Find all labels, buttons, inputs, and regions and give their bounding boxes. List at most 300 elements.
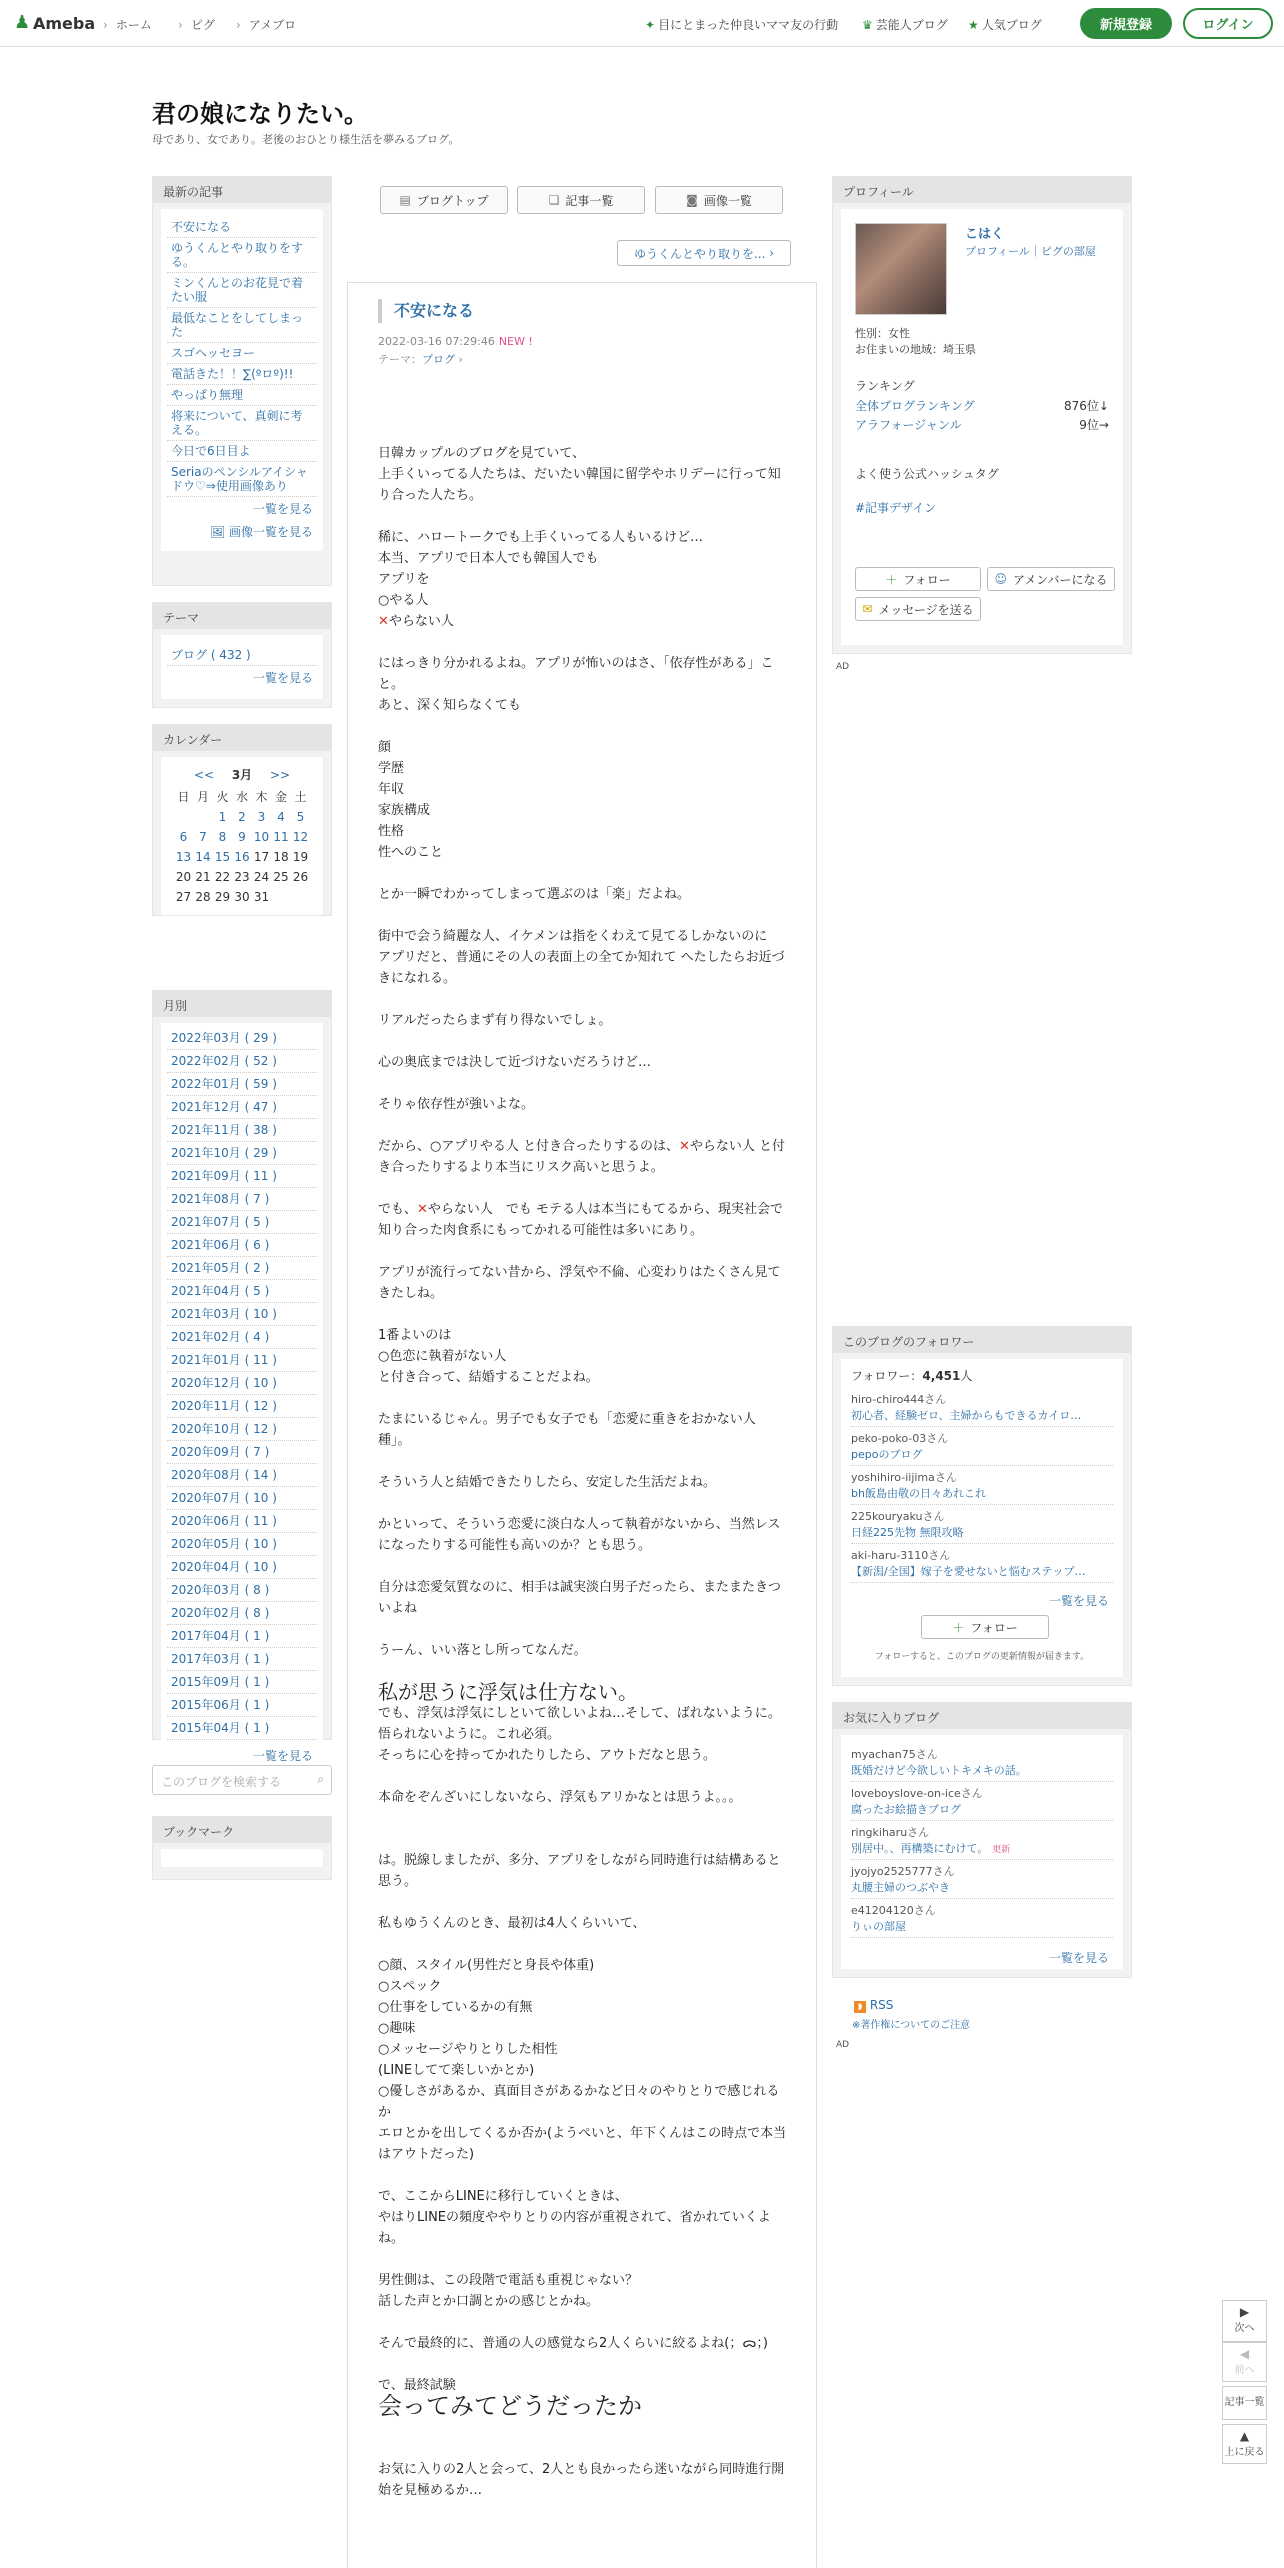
month-archive-link[interactable]: 2020年11月 ( 12 ) xyxy=(167,1395,317,1418)
calendar-day: 31 xyxy=(253,890,270,904)
month-archive-link[interactable]: 2021年07月 ( 5 ) xyxy=(167,1211,317,1234)
cross-mark-icon: ✕ xyxy=(417,1202,428,1217)
blank-line xyxy=(378,2249,788,2270)
rss-icon: ◗ xyxy=(854,2001,866,2013)
calendar-day: 28 xyxy=(195,890,211,904)
article-line: 自分は恋愛気質なのに、相手は誠実淡白男子だったら、またまたきついよね xyxy=(378,1580,782,1616)
favorite-blog-link[interactable]: 別居中。、再構築にむけて。 xyxy=(851,1842,989,1855)
favorite-user[interactable]: loveboyslove-on-iceさん xyxy=(851,1787,983,1800)
ameba-logo[interactable] xyxy=(14,12,95,34)
article-line: お気に入りの2人と会って、2人とも良かったら迷いながら同時進行開始を見極めるか… xyxy=(378,2462,785,2498)
ranking-heading: ランキング xyxy=(855,379,915,393)
article-line: ○優しさがあるか、真面目さがあるかなど日々のやりとりで感じれるか xyxy=(378,2084,780,2120)
article-line: アプリが流行ってない昔から、浮気や不倫、心変わりはたくさん見てきたしね。 xyxy=(378,1265,781,1301)
nav-home[interactable] xyxy=(103,16,152,33)
article-line: 心の奥底までは決して近づけないだろうけど… xyxy=(378,1055,652,1070)
article-line: でも、✕やらない人 でも モテる人は本当にもてるから、現実社会で知り合った肉食系にもってかれる可能性は多いにあり。 xyxy=(378,1202,784,1238)
blank-line xyxy=(378,1766,788,1787)
article-line: 本当、アプリで日本人でも韓国人でも xyxy=(378,551,599,566)
amember-label: アメンバーになる xyxy=(1013,572,1108,587)
month-archive-link[interactable]: 2020年10月 ( 12 ) xyxy=(167,1418,317,1441)
calendar-grid xyxy=(161,807,323,907)
follower-blog-link[interactable]: 【新潟/全国】嫁子を愛せないと悩むステップ… xyxy=(851,1565,1086,1578)
triangle-left-icon: ◀ xyxy=(1239,2347,1250,2361)
favorite-user[interactable]: e41204120さん xyxy=(851,1904,936,1917)
triangle-right-icon: ▶ xyxy=(1239,2305,1250,2319)
month-archive-link[interactable]: 2020年05月 ( 10 ) xyxy=(167,1533,317,1556)
calendar-day[interactable]: 15 xyxy=(214,850,231,864)
sidenav-label: 前へ xyxy=(1234,2365,1255,2376)
search-placeholder: このブログを検索する xyxy=(161,1775,282,1789)
follower-item xyxy=(851,1427,1113,1466)
weekday-label: 月 xyxy=(196,790,209,804)
chevron-right-icon: › xyxy=(765,246,775,260)
article-line: 話した声とか口調とかの感じとかね。 xyxy=(378,2294,600,2309)
rank-overall-link[interactable]: 全体ブログランキング xyxy=(855,399,975,413)
follower-blog-link[interactable]: pepoのブログ xyxy=(851,1448,923,1461)
article-line: は。脱線しましたが、多分、アプリをしながら同時進行は結構あると思う。 xyxy=(378,1853,781,1889)
month-archive-link[interactable]: 2021年06月 ( 6 ) xyxy=(167,1234,317,1257)
theme-heading: テーマ xyxy=(153,603,331,629)
article-line: にはっきり分かれるよね。アプリが怖いのはさ、「依存性がある」こと。 xyxy=(378,656,774,692)
article xyxy=(347,282,817,2568)
calendar-day: 20 xyxy=(175,870,192,884)
month-archive-link[interactable]: 2021年08月 ( 7 ) xyxy=(167,1188,317,1211)
sparkle-icon: ✦ xyxy=(645,18,656,32)
follow-label: フォロー xyxy=(970,1620,1018,1635)
next-post-label: ゆうくんとやり取りを... xyxy=(633,246,766,261)
nav-featured[interactable] xyxy=(645,16,838,33)
follower-count-label: フォロワー： xyxy=(851,1369,923,1383)
calendar-month: 3月 xyxy=(231,768,253,782)
favorite-list xyxy=(851,1743,1113,1938)
article-theme-link[interactable]: ブログ xyxy=(422,353,455,366)
weekday-label: 金 xyxy=(274,790,287,804)
cross-mark-icon: ✕ xyxy=(678,1139,690,1154)
calendar-prev[interactable]: << xyxy=(193,768,215,782)
image-list-label: 画像一覧を見る xyxy=(228,525,313,539)
blog-icon: ▤ xyxy=(399,193,411,207)
favorite-item xyxy=(851,1782,1113,1821)
month-archive-link[interactable]: 2017年04月 ( 1 ) xyxy=(167,1625,317,1648)
login-button[interactable]: ログイン xyxy=(1183,8,1273,39)
favorite-blog-link[interactable]: りぃの部屋 xyxy=(851,1920,906,1933)
theme-box xyxy=(152,602,332,708)
month-archive-link[interactable]: 2021年10月 ( 29 ) xyxy=(167,1142,317,1165)
nav-celebrity-blog[interactable] xyxy=(862,16,948,33)
calendar-day: 27 xyxy=(175,890,192,904)
calendar-day[interactable]: 12 xyxy=(292,830,309,844)
new-badge: NEW ! xyxy=(498,335,533,348)
nav-ameblo[interactable] xyxy=(236,16,296,33)
rank-overall-value: 876位↓ xyxy=(1064,399,1109,413)
calendar-next[interactable]: >> xyxy=(269,768,291,782)
article-line: エロとかを出してくるか否か(ようぺいと、年下くんはこの時点で本当はアウトだった) xyxy=(378,2126,787,2162)
favorite-item xyxy=(851,1860,1113,1899)
article-line: ○色恋に執着がない人 xyxy=(378,1349,507,1364)
article-line: ○メッセージやりとりした相性 xyxy=(378,2042,558,2057)
month-archive-link[interactable]: 2020年07月 ( 10 ) xyxy=(167,1487,317,1510)
favorite-item xyxy=(851,1899,1113,1938)
article-line: そっちに心を持ってかれたりしたら、アウトだなと思う。 xyxy=(378,1748,717,1763)
copyright-note-link[interactable]: ※著作権についてのご注意 xyxy=(852,2020,971,2031)
calendar-day: 21 xyxy=(195,870,211,884)
tab-label: ブログトップ xyxy=(416,193,489,208)
month-archive-link[interactable]: 2020年04月 ( 10 ) xyxy=(167,1556,317,1579)
sidenav-next[interactable] xyxy=(1222,2300,1267,2342)
favorite-user[interactable]: jyojyo2525777さん xyxy=(851,1865,955,1878)
blank-line xyxy=(378,1304,788,1325)
month-archive-link[interactable]: 2022年01月 ( 59 ) xyxy=(167,1073,317,1096)
date-text: 2022-03-16 07:29:46 xyxy=(378,335,495,348)
recent-more-link[interactable]: 一覧を見る xyxy=(252,502,313,516)
theme-more-link[interactable]: 一覧を見る xyxy=(252,671,313,685)
month-more-link[interactable]: 一覧を見る xyxy=(252,1749,313,1763)
recent-posts-box xyxy=(152,176,332,586)
ad-label: AD xyxy=(836,2040,850,2050)
article-line: 私もゆうくんのとき、最初は4人くらいいて、 xyxy=(378,1916,646,1931)
tab-post-list[interactable] xyxy=(517,186,645,214)
favorite-blog-row xyxy=(851,1840,1113,1856)
follow-label: フォロー xyxy=(903,572,951,587)
blank-line xyxy=(378,1388,788,1409)
blank-line xyxy=(378,1934,788,1955)
plus-icon: ＋ xyxy=(952,1620,965,1635)
blank-line xyxy=(378,1451,788,1472)
document-icon: ❏ xyxy=(548,193,560,207)
calendar-day xyxy=(193,807,213,827)
profile-gender: 性別：女性 xyxy=(855,327,910,340)
article-line: うーん、いい落とし所ってなんだ。 xyxy=(378,1643,587,1658)
calendar-day xyxy=(271,887,291,907)
article-line: 性へのこと xyxy=(378,845,444,860)
ameba-man-icon: ♟ xyxy=(14,12,31,33)
calendar-day: 19 xyxy=(292,850,309,864)
followers-more-link[interactable]: 一覧を見る xyxy=(1048,1594,1109,1608)
article-line: そりゃ依存性が強いよな。 xyxy=(378,1097,535,1112)
ad-label: AD xyxy=(836,662,850,672)
article-line: と付き合って、結婚することだよね。 xyxy=(378,1370,599,1385)
article-line: 上手くいってる人たちは、だいたい韓国に留学やホリデーに行って知り合った人たち。 xyxy=(378,467,781,503)
article-line: 学歴 xyxy=(378,761,405,776)
follower-list xyxy=(851,1388,1113,1583)
calendar-day[interactable]: 5 xyxy=(296,810,305,824)
month-archive-link[interactable]: 2017年03月 ( 1 ) xyxy=(167,1648,317,1671)
follower-count xyxy=(851,1367,1113,1388)
article-line: (LINEしてて楽しいかとか) xyxy=(378,2063,535,2078)
weekday-label: 木 xyxy=(255,790,268,804)
article-line: で、最終試験 xyxy=(378,2378,456,2393)
blank-line xyxy=(378,989,788,1010)
calendar-day[interactable]: 16 xyxy=(234,850,250,864)
follower-user[interactable]: yoshihiro-iijimaさん xyxy=(851,1471,957,1484)
cross-mark-icon: ✕ xyxy=(378,614,389,629)
blank-line xyxy=(378,2354,788,2375)
calendar-day[interactable]: 3 xyxy=(257,810,266,824)
follower-item xyxy=(851,1544,1113,1583)
calendar-box xyxy=(152,724,332,916)
rss-link[interactable] xyxy=(854,1998,893,2013)
profile-heading: プロフィール xyxy=(833,177,1131,203)
month-archive-link[interactable]: 2021年12月 ( 47 ) xyxy=(167,1096,317,1119)
tab-image-list[interactable] xyxy=(655,186,783,214)
favorite-blog-link[interactable]: 既婚だけど今欲しいトキメキの話。 xyxy=(851,1764,1027,1777)
favorite-blog-row xyxy=(851,1801,1113,1817)
calendar-day: 26 xyxy=(292,870,309,884)
article-line: でも、浮気は浮気にしといて欲しいよね…そして、ばれないように。悟られないように。これ必須。 xyxy=(378,1706,781,1742)
follower-blog-link[interactable]: 初心者、経験ゼロ、主婦からもできるカイロ… xyxy=(851,1409,1082,1422)
article-body xyxy=(378,443,788,2501)
amember-button[interactable] xyxy=(987,567,1115,591)
calendar-day[interactable]: 8 xyxy=(218,830,227,844)
favorite-blog-row xyxy=(851,1879,1113,1895)
sidenav-prev[interactable] xyxy=(1222,2342,1267,2382)
calendar-day: 23 xyxy=(234,870,250,884)
nav-label: 芸能人ブログ xyxy=(875,18,948,32)
month-archive-link[interactable]: 2020年06月 ( 11 ) xyxy=(167,1510,317,1533)
blank-line xyxy=(378,1829,788,1850)
nav-pigg[interactable] xyxy=(178,16,215,33)
calendar-day[interactable]: 4 xyxy=(277,810,285,824)
month-archive-link[interactable]: 2022年02月 ( 52 ) xyxy=(167,1050,317,1073)
month-archive-link[interactable]: 2021年09月 ( 11 ) xyxy=(167,1165,317,1188)
month-archive-link[interactable]: 2021年05月 ( 2 ) xyxy=(167,1257,317,1280)
month-archive-link[interactable]: 2020年03月 ( 8 ) xyxy=(167,1579,317,1602)
calendar-day: 17 xyxy=(253,850,270,864)
calendar-day[interactable]: 9 xyxy=(238,830,246,844)
month-archive-link[interactable]: 2020年08月 ( 14 ) xyxy=(167,1464,317,1487)
blog-search-input[interactable] xyxy=(152,1765,332,1795)
plus-icon: ＋ xyxy=(885,572,898,587)
calendar-heading: カレンダー xyxy=(153,725,331,751)
article-line: アプリを xyxy=(378,572,430,587)
hashtag-link[interactable]: #記事デザイン xyxy=(855,501,937,515)
blank-line xyxy=(378,1073,788,1094)
nav-popular-blog[interactable] xyxy=(968,16,1042,33)
camera-icon: ◙ xyxy=(686,193,698,207)
recent-post-link[interactable]: スゴヘッセヨー xyxy=(167,343,317,364)
blank-line xyxy=(378,905,788,926)
message-label: メッセージを送る xyxy=(878,602,974,617)
calendar-day[interactable]: 6 xyxy=(179,830,188,844)
crown-icon: ♛ xyxy=(862,18,873,32)
favorite-item xyxy=(851,1821,1113,1860)
blank-line xyxy=(378,1556,788,1577)
favorite-item xyxy=(851,1743,1113,1782)
theme-link[interactable]: ブログ ( 432 ) xyxy=(167,645,317,666)
month-archive-link[interactable]: 2021年03月 ( 10 ) xyxy=(167,1303,317,1326)
month-archive-link[interactable]: 2020年09月 ( 7 ) xyxy=(167,1441,317,1464)
bookmark-heading: ブックマーク xyxy=(153,1817,331,1843)
month-archive-link[interactable]: 2015年04月 ( 1 ) xyxy=(167,1717,317,1740)
recent-post-link[interactable]: ゆうくんとやり取りをする。 xyxy=(167,238,317,273)
monthly-heading: 月別 xyxy=(153,991,331,1017)
sidenav-top[interactable] xyxy=(1222,2424,1267,2464)
recent-post-link[interactable]: 電話きた！！∑(ºロº)!! xyxy=(167,364,317,385)
next-post-button[interactable] xyxy=(617,240,791,266)
image-list-link[interactable] xyxy=(167,520,317,543)
tab-label: 記事一覧 xyxy=(565,193,614,208)
calendar-day[interactable]: 7 xyxy=(199,830,207,844)
article-line: ○スペック xyxy=(378,1979,442,1994)
recent-post-link[interactable]: 不安になる xyxy=(167,217,317,238)
calendar-day: 24 xyxy=(253,870,270,884)
blank-line xyxy=(378,1178,788,1199)
favorite-blog-link[interactable]: 腐ったお絵描きブログ xyxy=(851,1803,961,1816)
blank-line xyxy=(378,506,788,527)
favorite-blog-link[interactable]: 丸腰主婦のつぶやき xyxy=(851,1881,950,1894)
follower-user[interactable]: peko-poko-03さん xyxy=(851,1432,949,1445)
article-line: 男性側は、この段階で電話も重視じゃない？ xyxy=(378,2273,639,2288)
people-icon: ☺ xyxy=(994,572,1008,586)
blank-line xyxy=(378,1493,788,1514)
profile-box xyxy=(832,176,1132,654)
blank-line xyxy=(378,1892,788,1913)
article-line: リアルだったらまず有り得ないでしょ。 xyxy=(378,1013,612,1028)
rank-genre-value: 9位→ xyxy=(1079,418,1109,432)
article-theme xyxy=(378,351,463,367)
blank-line xyxy=(378,632,788,653)
blank-line xyxy=(378,2165,788,2186)
follower-blog-link[interactable]: bh飯島由敬の日々あれこれ xyxy=(851,1487,986,1500)
favorite-user[interactable]: myachan75さん xyxy=(851,1748,938,1761)
article-line: ○やる人 xyxy=(378,593,429,608)
calendar-day[interactable]: 2 xyxy=(238,810,246,824)
chevron-right-icon: › xyxy=(236,18,241,32)
search-icon[interactable]: ⌕ xyxy=(317,1772,324,1786)
star-icon: ★ xyxy=(968,18,979,32)
followers-box xyxy=(832,1326,1132,1686)
calendar-day xyxy=(174,807,194,827)
blank-line xyxy=(378,863,788,884)
recent-post-link[interactable]: 最低なことをしてしまった xyxy=(167,308,317,343)
favorite-blog-row xyxy=(851,1918,1113,1934)
monthly-list xyxy=(161,1023,323,1771)
recent-post-link[interactable]: 今日で6日目よ xyxy=(167,441,317,462)
month-archive-link[interactable]: 2022年03月 ( 29 ) xyxy=(167,1027,317,1050)
article-line: 1番よいのは xyxy=(378,1328,452,1343)
article-line: そんで最終的に、普通の人の感覚なら2人くらいに絞るよね(；ᯅ；) xyxy=(378,2336,768,2351)
blank-line xyxy=(378,2417,788,2438)
favorite-blog-row xyxy=(851,1762,1113,1778)
article-line: あと、深く知らなくても xyxy=(378,698,522,713)
article-title[interactable]: 不安になる xyxy=(378,299,474,323)
article-line: 稀に、ハロートークでも上手くいってる人もいるけど… xyxy=(378,530,704,545)
chevron-right-icon: › xyxy=(178,18,183,32)
article-line: たまにいるじゃん。男子でも女子でも「恋愛に重きをおかない人種」。 xyxy=(378,1412,756,1448)
article-line: かといって、そういう恋愛に淡白な人って執着がないから、当然レスになったりする可能性も高いのか？とも思う。 xyxy=(378,1517,781,1553)
envelope-icon: ✉ xyxy=(862,602,873,616)
recent-post-link[interactable]: やっぱり無理 xyxy=(167,385,317,406)
article-line: 性格 xyxy=(378,824,405,839)
follower-item xyxy=(851,1505,1113,1544)
chevron-right-icon: › xyxy=(455,353,463,366)
nav-label: ホーム xyxy=(115,18,152,32)
weekday-label: 土 xyxy=(294,790,307,804)
month-archive-link[interactable]: 2021年04月 ( 5 ) xyxy=(167,1280,317,1303)
blog-description: 母であり、女であり。老後のおひとり様生活を夢みるブログ。 xyxy=(152,133,460,146)
recent-posts-heading: 最新の記事 xyxy=(153,177,331,203)
month-archive-link[interactable]: 2015年06月 ( 1 ) xyxy=(167,1694,317,1717)
nav-label: 人気ブログ xyxy=(981,18,1042,32)
favorite-blogs-box xyxy=(832,1702,1132,1978)
rss-label: RSS xyxy=(869,1998,894,2012)
profile-avatar[interactable] xyxy=(855,223,947,315)
follower-user[interactable]: aki-haru-3110さん xyxy=(851,1549,951,1562)
month-archive-link[interactable]: 2021年02月 ( 4 ) xyxy=(167,1326,317,1349)
profile-name[interactable]: こはく xyxy=(965,227,1005,242)
blank-line xyxy=(378,716,788,737)
send-message-button[interactable] xyxy=(855,597,981,621)
image-icon: 🖼 xyxy=(209,525,229,539)
month-archive-link[interactable]: 2015年09月 ( 1 ) xyxy=(167,1671,317,1694)
follower-user[interactable]: hiro-chiro444さん xyxy=(851,1393,947,1406)
blank-line xyxy=(378,1661,788,1682)
tab-label: 画像一覧 xyxy=(703,193,752,208)
rank-genre-link[interactable]: アラフォージャンル xyxy=(855,418,962,432)
article-line: 顔 xyxy=(378,740,392,755)
calendar-day[interactable]: 10 xyxy=(253,830,270,844)
recent-post-link[interactable]: 将来について、真剣に考える。 xyxy=(167,406,317,441)
weekday-label: 日 xyxy=(177,790,190,804)
article-line: 年収 xyxy=(378,782,405,797)
follower-user[interactable]: 225kouryakuさん xyxy=(851,1510,945,1523)
recent-post-link[interactable]: Seriaのペンシルアイシャドウ♡⇒使用画像あり xyxy=(167,462,317,497)
blank-line xyxy=(378,1115,788,1136)
recent-post-link[interactable]: ミンくんとのお花見で着たい服 xyxy=(167,273,317,308)
blank-line xyxy=(378,2312,788,2333)
article-line: ○趣味 xyxy=(378,2021,416,2036)
sidenav-list[interactable]: 記事一覧 xyxy=(1222,2386,1267,2420)
nav-label: アメブロ xyxy=(248,18,297,32)
weekday-label: 火 xyxy=(216,790,229,804)
profile-area: お住まいの地域：埼玉県 xyxy=(855,343,976,356)
month-archive-link[interactable]: 2020年02月 ( 8 ) xyxy=(167,1602,317,1625)
calendar-day[interactable]: 1 xyxy=(218,810,227,824)
article-line: ✕やらない人 xyxy=(378,614,454,629)
calendar-day[interactable]: 13 xyxy=(175,850,192,864)
month-archive-link[interactable]: 2021年01月 ( 11 ) xyxy=(167,1349,317,1372)
calendar-day[interactable]: 11 xyxy=(273,830,289,844)
article-line: 家族構成 xyxy=(378,803,431,818)
sidenav-label: 上に戻る xyxy=(1224,2447,1265,2458)
article-line: とか一瞬でわかってしまって選ぶのは「楽」だよね。 xyxy=(378,887,691,902)
profile-follow-button[interactable] xyxy=(855,567,981,591)
blank-line xyxy=(378,1808,788,1829)
calendar-day[interactable]: 14 xyxy=(195,850,211,864)
article-line: 会ってみてどうだったか xyxy=(378,2392,642,2420)
article-line: ○顔、スタイル(男性だと身長や体重) xyxy=(378,1958,595,1973)
register-button[interactable]: 新規登録 xyxy=(1080,8,1172,39)
favorites-more-link[interactable]: 一覧を見る xyxy=(1048,1951,1109,1965)
blank-line xyxy=(378,1031,788,1052)
follow-button[interactable] xyxy=(921,1615,1049,1639)
tab-blog-top[interactable] xyxy=(380,186,508,214)
article-line: そういう人と結婚できたりしたら、安定した生活だよね。 xyxy=(378,1475,717,1490)
month-archive-link[interactable]: 2020年12月 ( 10 ) xyxy=(167,1372,317,1395)
profile-links[interactable]: プロフィール｜ピグの部屋 xyxy=(965,245,1096,258)
follower-count-unit: 人 xyxy=(960,1369,973,1383)
follow-note: フォローすると、このブログの更新情報が届きます。 xyxy=(874,1652,1090,1662)
hashtag-heading: よく使う公式ハッシュタグ xyxy=(855,467,999,481)
follower-blog-link[interactable]: 日経225先物 無限攻略 xyxy=(851,1526,964,1539)
article-line: アプリだと、普通にその人の表面上の全てか知れて へたしたらお近づきになれる。 xyxy=(378,950,785,986)
article-line: 街中で会う綺麗な人、イケメンは指をくわえて見てるしかないのに xyxy=(378,929,768,944)
favorite-user[interactable]: ringkiharuさん xyxy=(851,1826,930,1839)
blog-title[interactable]: 君の娘になりたい。 xyxy=(152,100,368,128)
triangle-up-icon: ▲ xyxy=(1239,2429,1250,2443)
month-archive-link[interactable]: 2021年11月 ( 38 ) xyxy=(167,1119,317,1142)
